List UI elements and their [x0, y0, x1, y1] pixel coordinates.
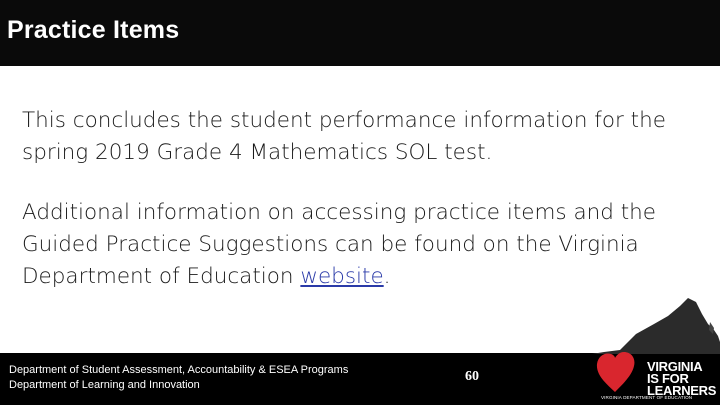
logo-word-learners: LEARNERS — [647, 383, 717, 398]
footer-line-assessment: Department of Student Assessment, Accountability & ESEA Programs — [9, 364, 349, 376]
footer-line-learning: Department of Learning and Innovation — [9, 379, 200, 391]
title-bar — [0, 0, 720, 66]
paragraph-additional-info — [22, 197, 682, 293]
website-link[interactable]: website — [300, 264, 384, 289]
paragraph-conclusion: This concludes the student performance information for the spring 2019 Grade 4 Mathematics SOL test. — [22, 108, 666, 165]
virginia-is-for-learners-logo — [592, 294, 720, 405]
paragraph-additional-text: Additional information on accessing practice items and the Guided Practice Suggestions can be found on the Virginia Department of Education — [22, 200, 657, 289]
logo-word-is-for: IS FOR — [647, 371, 689, 386]
slide-body — [22, 105, 682, 293]
slide-title: Practice Items — [7, 16, 180, 44]
page-number: 60 — [465, 369, 479, 384]
paragraph-period: . — [383, 264, 391, 289]
logo-word-virginia: VIRGINIA — [647, 359, 703, 374]
footer-departments — [9, 363, 348, 393]
logo-subtext: VIRGINIA DEPARTMENT OF EDUCATION — [601, 395, 693, 400]
